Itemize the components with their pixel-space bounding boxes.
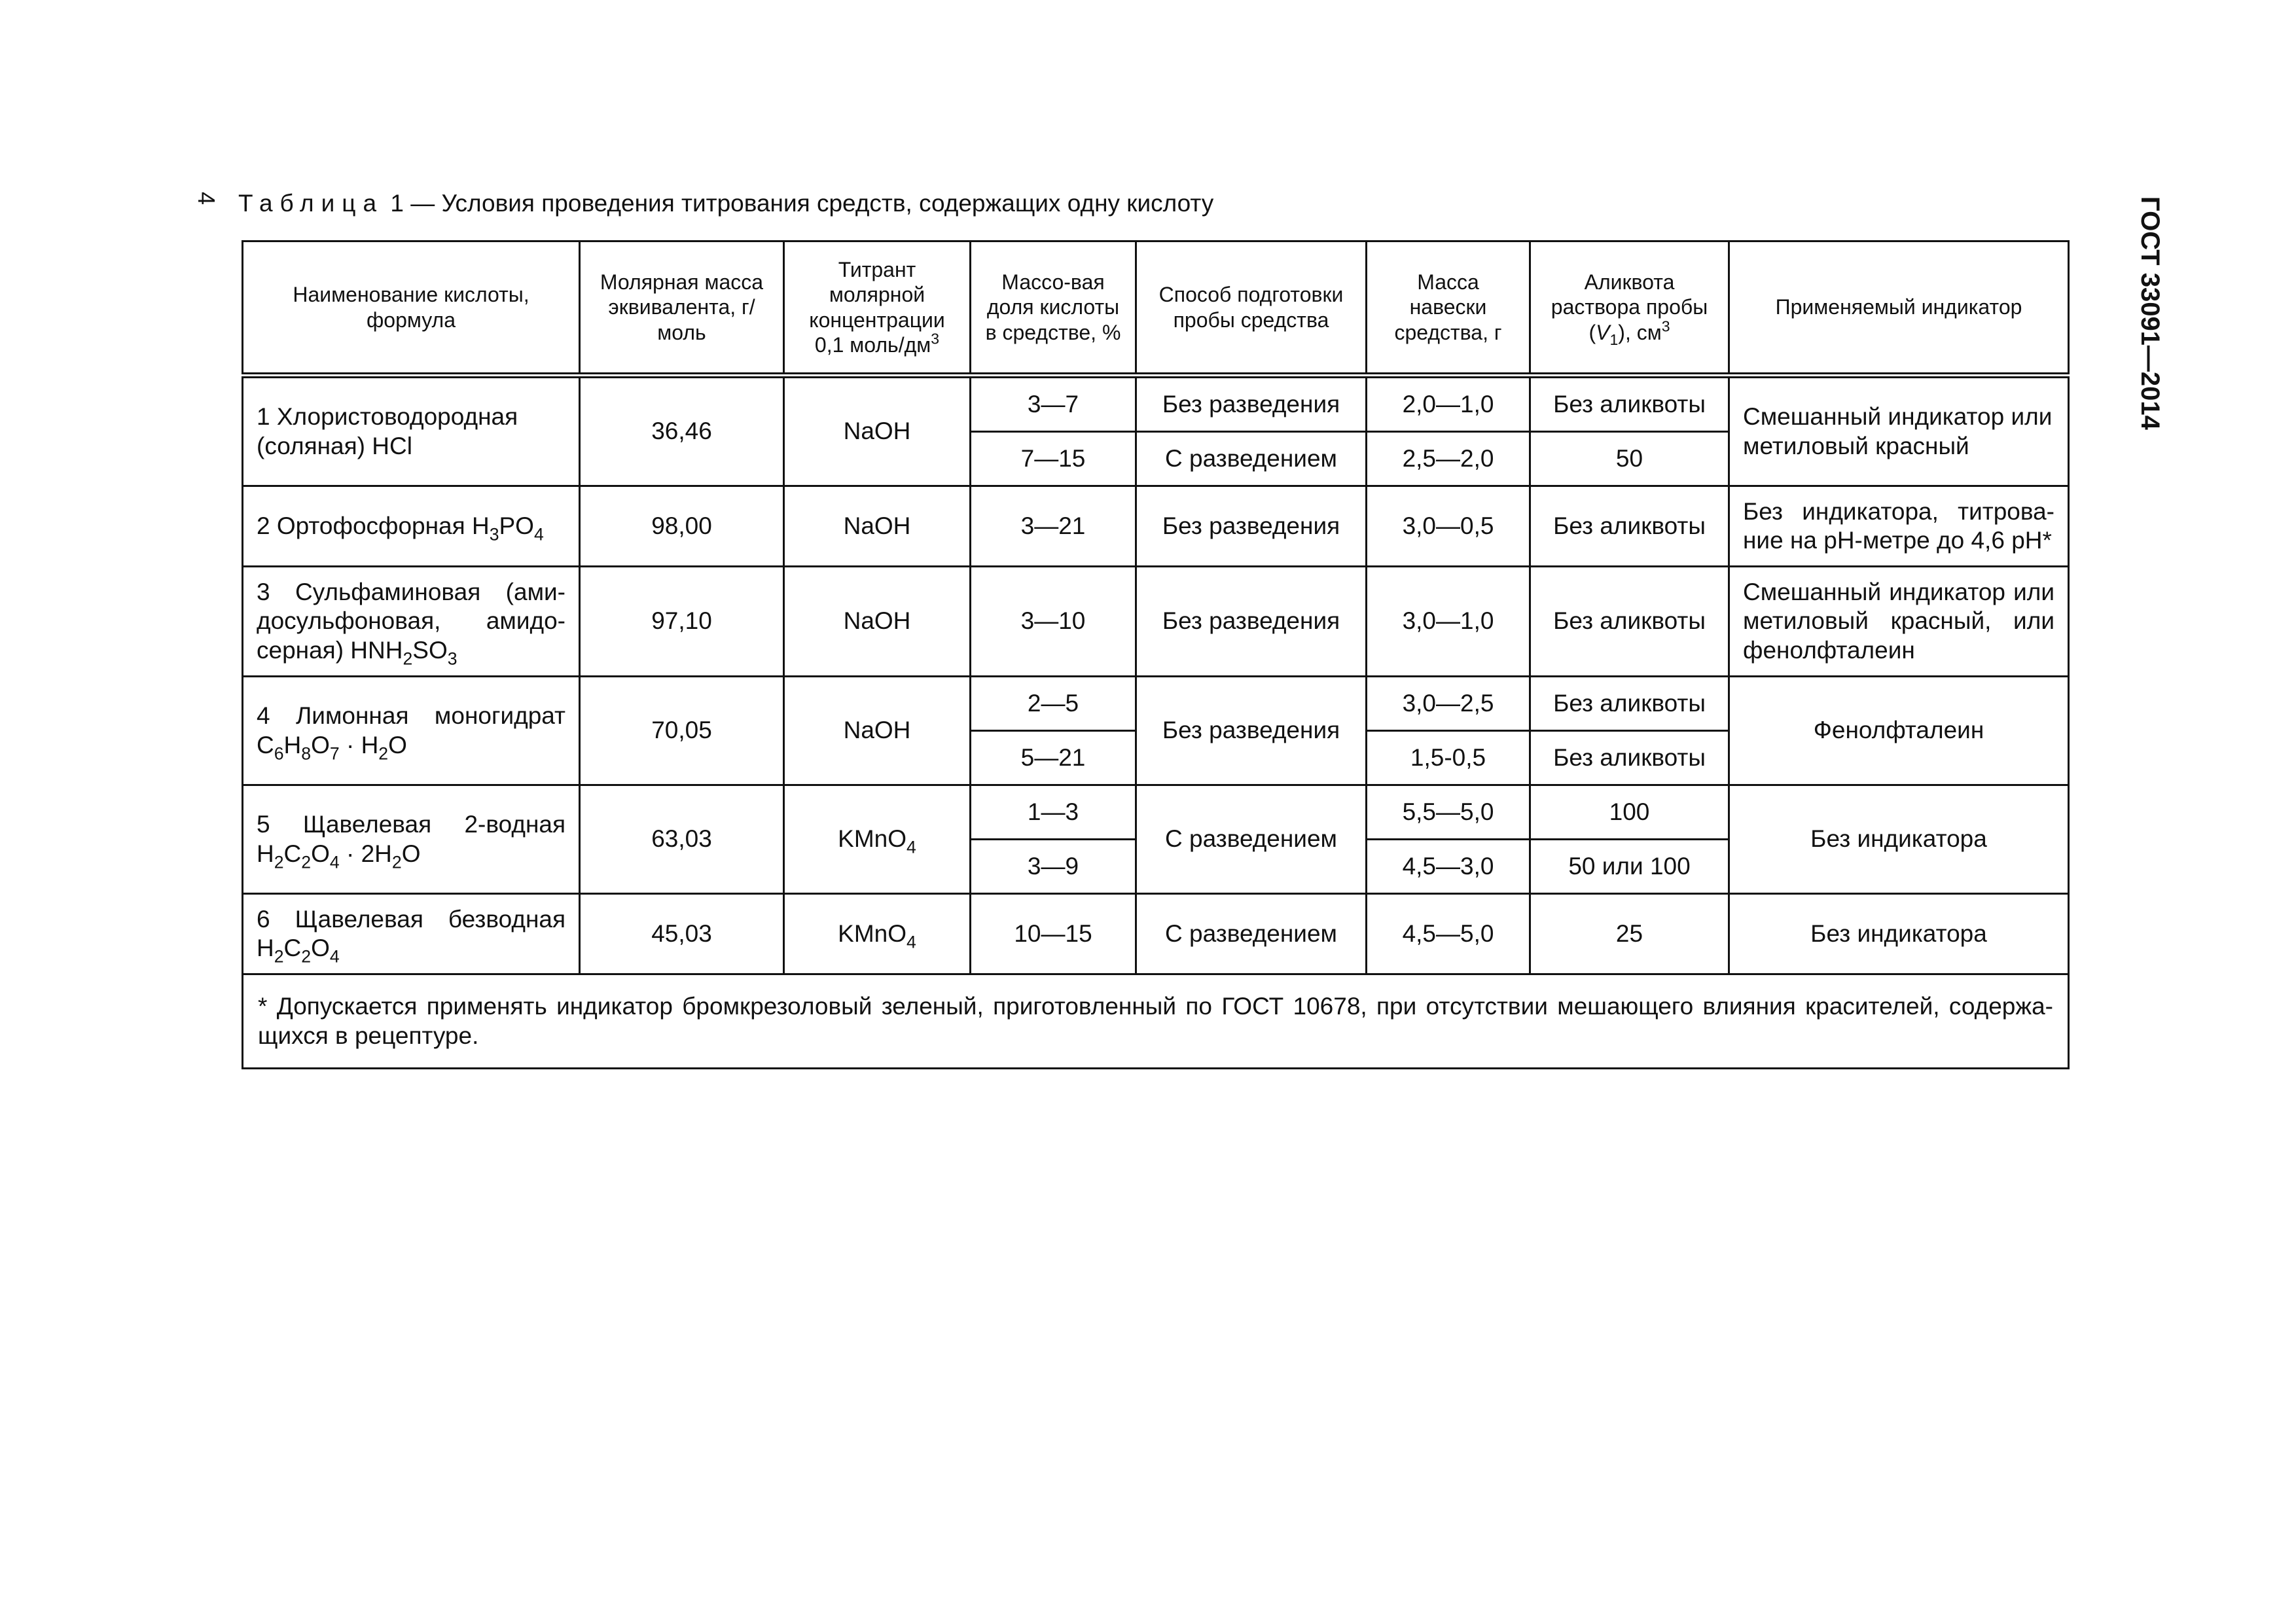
method-cell: С разведением <box>1136 432 1367 486</box>
formula-part: O <box>311 935 330 961</box>
titrant-cell <box>784 894 971 974</box>
formula-subscript: 3 <box>447 649 457 668</box>
formula-subscript: 6 <box>274 743 284 763</box>
acid-name-text: 3 Сульфаминовая (ами-досульфоновая, амидо-серная) HNH <box>257 578 565 664</box>
table-row <box>243 486 2069 567</box>
acid-name-text: 2 Ортофосфорная H <box>257 512 490 539</box>
aliquot-cell: Без аликвоты <box>1530 731 1729 785</box>
standard-code: ГОСТ 33091—2014 <box>2136 196 2164 430</box>
footnote-row <box>243 974 2069 1069</box>
indicator-cell: Фенолфталеин <box>1729 677 2069 785</box>
header-aliquot-text: Аликвота раствора пробы ( <box>1551 270 1708 344</box>
header-aliquot-var: V <box>1596 320 1610 344</box>
header-row <box>243 241 2069 376</box>
header-titrant <box>784 241 971 376</box>
sample-mass-cell: 3,0—2,5 <box>1367 677 1530 731</box>
page-number: 4 <box>193 191 221 205</box>
formula-part: O <box>401 840 421 867</box>
acid-name-cell <box>243 785 580 894</box>
aliquot-cell: Без аликвоты <box>1530 677 1729 731</box>
method-cell: Без разведения <box>1136 376 1367 432</box>
header-molar-mass: Молярная масса эквивалента, г/моль <box>580 241 784 376</box>
header-aliquot <box>1530 241 1729 376</box>
acid-name-text: 5 Щавелевая 2-водная <box>257 811 565 838</box>
titrant-cell: NaOH <box>784 567 971 677</box>
formula-subscript: 4 <box>329 851 340 872</box>
header-aliquot-sup: 3 <box>1661 317 1670 335</box>
acid-name-text: 4 Лимонная моногидрат <box>257 702 565 730</box>
sample-mass-cell: 4,5—3,0 <box>1367 840 1530 894</box>
aliquot-cell: 100 <box>1530 785 1729 840</box>
formula-part: H <box>257 840 274 867</box>
titrant-cell <box>784 785 971 894</box>
caption-prefix: Таблица <box>238 190 384 217</box>
sample-mass-cell: 3,0—1,0 <box>1367 567 1530 677</box>
sample-mass-cell: 1,5-0,5 <box>1367 731 1530 785</box>
table-row <box>243 376 2069 432</box>
formula-part: O <box>311 840 330 867</box>
method-cell: Без разведения <box>1136 677 1367 785</box>
table-row <box>243 785 2069 840</box>
titrant-cell: NaOH <box>784 677 971 785</box>
method-cell: Без разведения <box>1136 486 1367 567</box>
indicator-cell: Без индикатора <box>1729 785 2069 894</box>
table-row <box>243 677 2069 731</box>
header-sample-mass: Масса навески средства, г <box>1367 241 1530 376</box>
mass-fraction-cell: 3—10 <box>971 567 1136 677</box>
aliquot-cell: Без аликвоты <box>1530 376 1729 432</box>
aliquot-cell: 50 <box>1530 432 1729 486</box>
sample-mass-cell: 4,5—5,0 <box>1367 894 1530 974</box>
formula-subscript: 2 <box>301 851 312 872</box>
titrant-cell: NaOH <box>784 486 971 567</box>
sample-mass-cell: 2,5—2,0 <box>1367 432 1530 486</box>
formula-subscript: 2 <box>274 946 284 967</box>
acid-name-cell <box>243 486 580 567</box>
indicator-cell: Смешанный индикатор или метиловый красный, или фенолфталеин <box>1729 567 2069 677</box>
mass-fraction-cell: 7—15 <box>971 432 1136 486</box>
caption-text: 1 — Условия проведения титрования средств, содержащих одну кислоту <box>390 190 1214 217</box>
molar-mass-cell: 70,05 <box>580 677 784 785</box>
formula-part: H <box>283 731 302 758</box>
formula-part: C <box>283 840 302 867</box>
formula-part: O <box>388 731 407 758</box>
formula-subscript: 2 <box>378 743 389 763</box>
formula-part: · H <box>339 731 379 758</box>
table-row <box>243 894 2069 974</box>
formula-subscript: 2 <box>274 851 284 872</box>
formula-subscript: 2 <box>391 851 402 872</box>
formula-subscript: 2 <box>403 649 413 668</box>
acid-name-cell <box>243 894 580 974</box>
header-mass-fraction: Массо-вая доля кислоты в средстве, % <box>971 241 1136 376</box>
formula-part: · 2H <box>339 840 392 867</box>
aliquot-cell: Без аликвоты <box>1530 567 1729 677</box>
table-caption <box>238 190 1213 217</box>
molar-mass-cell: 63,03 <box>580 785 784 894</box>
acid-name-cell <box>243 567 580 677</box>
formula-subscript: 4 <box>533 524 544 544</box>
mass-fraction-cell: 5—21 <box>971 731 1136 785</box>
header-method: Способ подготовки пробы средства <box>1136 241 1367 376</box>
mass-fraction-cell: 3—7 <box>971 376 1136 432</box>
molar-mass-cell: 97,10 <box>580 567 784 677</box>
header-acid: Наименование кислоты, формула <box>243 241 580 376</box>
header-indicator: Применяемый индикатор <box>1729 241 2069 376</box>
indicator-cell: Без индикатора <box>1729 894 2069 974</box>
formula-part: H <box>257 935 274 961</box>
formula-part: PO <box>499 512 534 539</box>
mass-fraction-cell: 2—5 <box>971 677 1136 731</box>
formula-subscript: 2 <box>301 946 312 967</box>
titrant-text: KMnO <box>838 919 907 947</box>
sample-mass-cell: 2,0—1,0 <box>1367 376 1530 432</box>
sample-mass-cell: 5,5—5,0 <box>1367 785 1530 840</box>
titration-table <box>242 240 2070 1069</box>
sample-mass-cell: 3,0—0,5 <box>1367 486 1530 567</box>
indicator-cell: Смешанный индикатор или метиловый красный <box>1729 376 2069 486</box>
aliquot-cell: 50 или 100 <box>1530 840 1729 894</box>
formula-subscript: 4 <box>906 837 916 857</box>
method-cell: С разведением <box>1136 785 1367 894</box>
molar-mass-cell: 98,00 <box>580 486 784 567</box>
acid-name-cell <box>243 677 580 785</box>
mass-fraction-cell: 10—15 <box>971 894 1136 974</box>
titrant-text: KMnO <box>838 825 907 853</box>
acid-name-cell: 1 Хлористоводородная (соляная) HCl <box>243 376 580 486</box>
mass-fraction-cell: 1—3 <box>971 785 1136 840</box>
formula-subscript: 4 <box>329 946 340 967</box>
method-cell: С разведением <box>1136 894 1367 974</box>
formula-subscript: 3 <box>489 524 499 544</box>
header-titrant-sup: 3 <box>931 330 940 348</box>
formula-part: C <box>257 731 274 758</box>
mass-fraction-cell: 3—9 <box>971 840 1136 894</box>
formula-part: C <box>283 935 302 961</box>
aliquot-cell: 25 <box>1530 894 1729 974</box>
formula-subscript: 8 <box>301 743 312 763</box>
molar-mass-cell: 45,03 <box>580 894 784 974</box>
formula-subscript: 7 <box>329 743 340 763</box>
titrant-cell: NaOH <box>784 376 971 486</box>
header-titrant-text: Титрант молярной концентрации 0,1 моль/дм <box>809 257 945 357</box>
molar-mass-cell: 36,46 <box>580 376 784 486</box>
footnote: * Допускается применять индикатор бромкрезоловый зеленый, приготовленный по ГОСТ 10678, при отсутствии мешающего влияния красителей, содержа-щихся в рецептуре. <box>243 974 2069 1069</box>
header-aliquot-sub: 1 <box>1609 330 1619 348</box>
mass-fraction-cell: 3—21 <box>971 486 1136 567</box>
formula-part: SO <box>412 636 448 664</box>
aliquot-cell: Без аликвоты <box>1530 486 1729 567</box>
table-row <box>243 567 2069 677</box>
acid-name-text: 6 Щавелевая безводная <box>257 905 565 933</box>
formula-part: O <box>311 731 330 758</box>
indicator-cell: Без индикатора, титрова-ние на pH-метре до 4,6 pH* <box>1729 486 2069 567</box>
formula-subscript: 4 <box>906 932 916 952</box>
method-cell: Без разведения <box>1136 567 1367 677</box>
header-aliquot-unit: ), см <box>1618 320 1662 344</box>
